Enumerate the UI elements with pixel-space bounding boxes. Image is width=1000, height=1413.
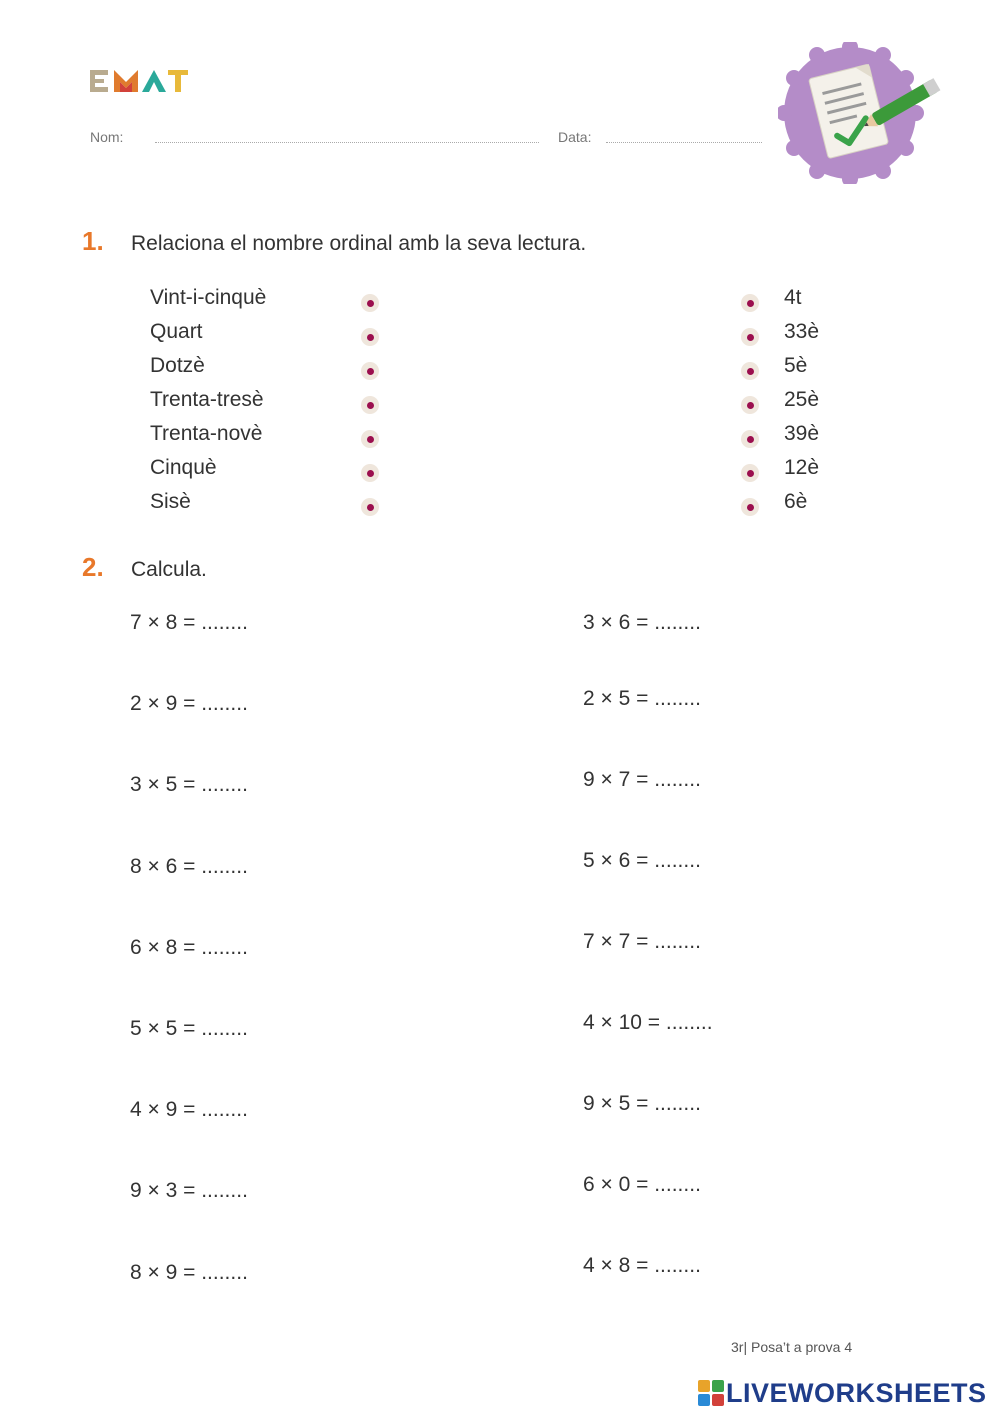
- right-item: 33è: [784, 320, 820, 343]
- right-item: 4t: [784, 286, 802, 309]
- liveworksheets-grid-icon: [698, 1380, 724, 1406]
- date-field[interactable]: [606, 142, 762, 143]
- name-field[interactable]: [155, 142, 539, 143]
- right-match-dot[interactable]: [741, 294, 759, 312]
- calc-exercise[interactable]: 9 × 5 = ........: [583, 1092, 701, 1115]
- left-item: Dotzè: [150, 354, 205, 377]
- calc-exercise[interactable]: 4 × 8 = ........: [583, 1254, 701, 1277]
- calc-exercise[interactable]: 3 × 5 = ........: [130, 773, 248, 796]
- emat-logo: [90, 68, 190, 94]
- left-item: Cinquè: [150, 456, 217, 479]
- left-item: Trenta-tresè: [150, 388, 264, 411]
- left-item: Trenta-novè: [150, 422, 263, 445]
- date-label: Data:: [558, 129, 592, 145]
- right-match-dot[interactable]: [741, 396, 759, 414]
- right-match-dot[interactable]: [741, 362, 759, 380]
- calc-exercise[interactable]: 8 × 9 = ........: [130, 1261, 248, 1284]
- calc-exercise[interactable]: 5 × 6 = ........: [583, 849, 701, 872]
- left-match-dot[interactable]: [361, 328, 379, 346]
- calc-exercise[interactable]: 6 × 8 = ........: [130, 936, 248, 959]
- name-label: Nom:: [90, 129, 124, 145]
- left-match-dot[interactable]: [361, 430, 379, 448]
- calc-exercise[interactable]: 2 × 9 = ........: [130, 692, 248, 715]
- right-match-dot[interactable]: [741, 498, 759, 516]
- right-item: 39è: [784, 422, 820, 445]
- question-2-instruction: Calcula.: [131, 558, 207, 581]
- left-match-dot[interactable]: [361, 396, 379, 414]
- right-item: 5è: [784, 354, 808, 377]
- question-1-number: 1.: [82, 226, 104, 256]
- left-match-dot[interactable]: [361, 464, 379, 482]
- right-match-dot[interactable]: [741, 430, 759, 448]
- calc-exercise[interactable]: 4 × 9 = ........: [130, 1098, 248, 1121]
- right-match-dot[interactable]: [741, 328, 759, 346]
- right-item: 25è: [784, 388, 820, 411]
- left-match-dot[interactable]: [361, 294, 379, 312]
- calc-exercise[interactable]: 6 × 0 = ........: [583, 1173, 701, 1196]
- calc-exercise[interactable]: 5 × 5 = ........: [130, 1017, 248, 1040]
- page-label: 3r| Posa’t a prova 4: [731, 1339, 853, 1355]
- calc-exercise[interactable]: 7 × 8 = ........: [130, 611, 248, 634]
- calc-exercise[interactable]: 7 × 7 = ........: [583, 930, 701, 953]
- right-item: 6è: [784, 490, 808, 513]
- left-item: Vint-i-cinquè: [150, 286, 267, 309]
- left-item: Sisè: [150, 490, 191, 513]
- question-2-number: 2.: [82, 552, 104, 582]
- calc-exercise[interactable]: 8 × 6 = ........: [130, 855, 248, 878]
- left-match-dot[interactable]: [361, 362, 379, 380]
- right-item: 12è: [784, 456, 820, 479]
- calc-exercise[interactable]: 4 × 10 = ........: [583, 1011, 713, 1034]
- calc-exercise[interactable]: 3 × 6 = ........: [583, 611, 701, 634]
- right-match-dot[interactable]: [741, 464, 759, 482]
- test-badge-icon: [778, 42, 948, 184]
- brand-text: LIVEWORKSHEETS: [726, 1377, 987, 1408]
- calc-exercise[interactable]: 2 × 5 = ........: [583, 687, 701, 710]
- question-1-instruction: Relaciona el nombre ordinal amb la seva lectura.: [131, 232, 587, 255]
- liveworksheets-logo: [698, 1378, 987, 1408]
- left-item: Quart: [150, 320, 203, 343]
- calc-exercise[interactable]: 9 × 7 = ........: [583, 768, 701, 791]
- left-match-dot[interactable]: [361, 498, 379, 516]
- calc-exercise[interactable]: 9 × 3 = ........: [130, 1179, 248, 1202]
